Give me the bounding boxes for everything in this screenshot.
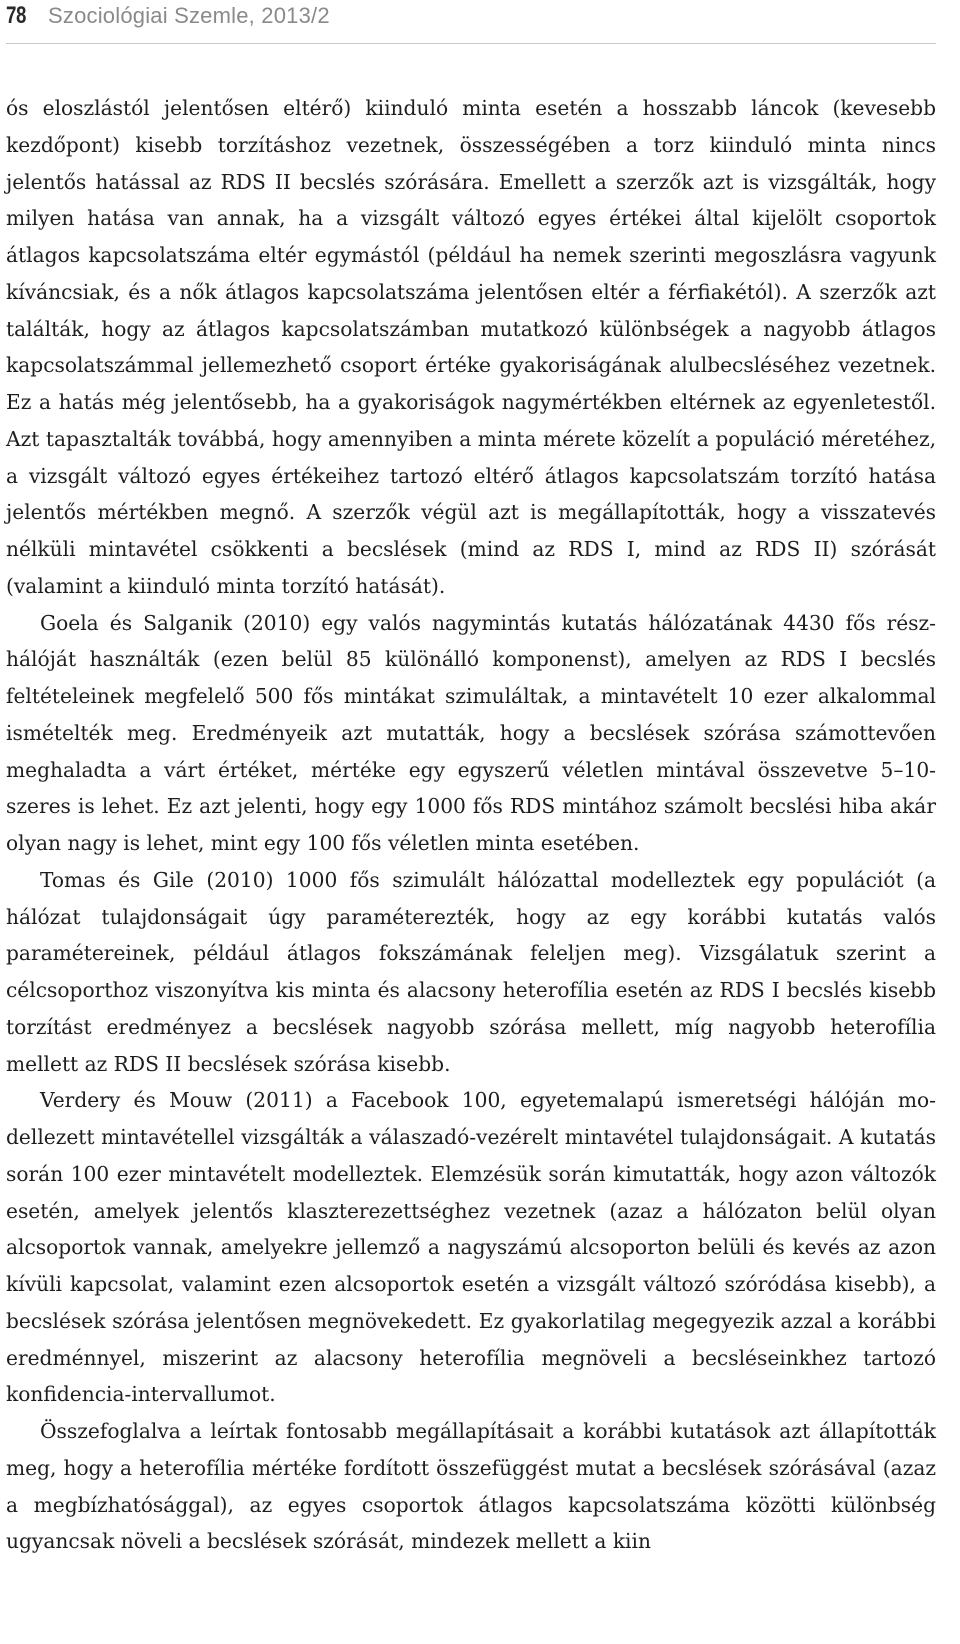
paragraph-continued: ós eloszlástól jelentősen eltérő) kiinduló minta esetén a hosszabb láncok (kevesebb kezdőpont) kisebb torzításhoz vezetnek, összességében a torz kiinduló minta nincs jelentős hatással az RDS II becslés szórására. Emellett a szerzők azt is vizsgálták, hogy milyen hatása van annak, ha a vizsgált változó egyes értékei által kijelölt csoportok átlagos kapcsolatszáma eltér egymástól (például ha nemek szerinti megoszlásra vagyunk kíváncsiak, és a nők átlagos kapcsolatszáma jelentősen eltér a férfiakétól). A szerzők azt találták, hogy az átlagos kapcsolatszámban mutatkozó különbségek a nagyobb átlagos kapcsolatszámmal jellemezhető csoport értéke gyakoriságának alulbecsléséhez vezetnek. Ez a hatás még jelentősebb, ha a gyakoriságok nagymértékben eltérnek az egyenletestől. Azt tapasztalták továbbá, hogy amennyiben a minta mérete közelít a populáció méretéhez, a vizsgált változó egyes értékeihez tartozó eltérő átlagos kapcsolatszám torzító hatása jelentős mértékben megnő. A szerzők végül azt is megállapították, hogy a visszatevés nélküli mintavétel csökkenti a becslések (mind az RDS I, mind az RDS II) szórását (valamint a kiinduló minta torzító hatását). <box>6 96 936 598</box>
body-text <box>6 90 936 1560</box>
paragraph-tomas-gile: Tomas és Gile (2010) 1000 fős szimulált hálózattal modelleztek egy populációt (a hálózat tulajdonságait úgy paraméterezték, hogy az egy korábbi kutatás valós paramétereinek, például átlagos fokszámának feleljen meg). Vizsgálatuk szerint a célcsoporthoz viszonyítva kis minta és alacsony heterofília esetén az RDS I becslés kisebb torzítást eredményez a becslések nagyobb szórása mellett, míg nagyobb heterofília mellett az RDS II becslések szórása kisebb. <box>6 867 936 1076</box>
paragraph-goela-salganik: Goela és Salganik (2010) egy valós nagymintás kutatás hálózatának 4430 fős részhálóját használták (ezen belül 85 különálló komponenst), amelyen az RDS I becslés feltételeinek megfelelő 500 fős mintákat szimuláltak, a mintavételt 10 ezer alkalommal ismételték meg. Eredményeik azt mutatták, hogy a becslések szórása számottevően meghaladta a várt értéket, mértéke egy egyszerű véletlen mintával összevetve 5–10-szeres is lehet. Ez azt jelenti, hogy egy 1000 fős RDS mintához számolt becslési hiba akár olyan nagy is lehet, mint egy 100 fős véletlen minta esetében. <box>6 610 936 855</box>
journal-title: Szociológiai Szemle, 2013/2 <box>48 3 330 28</box>
page-number: 78 <box>6 2 27 29</box>
running-header <box>6 0 936 44</box>
paragraph-verdery-mouw: Verdery és Mouw (2011) a Facebook 100, egyetemalapú ismeretségi hálóján modellezett mintavétellel vizsgálták a válaszadó-vezérelt mintavétel tulajdonságait. A kutatás során 100 ezer mintavételt modelleztek. Elemzésük során kimutatták, hogy azon változók esetén, amelyek jelentős klaszterezettséghez vezetnek (azaz a hálózaton belül olyan alcsoportok vannak, amelyekre jellemző a nagyszámú alcsoporton belüli és kevés az azon kívüli kapcsolat, valamint ezen alcsoportok esetén a vizsgált változó szóródása kisebb), a becslések szórása jelentősen megnövekedett. Ez gyakorlatilag megegyezik azzal a korábbi eredménnyel, miszerint az alacsony heterofília megnöveli a becsléseinkhez tartozó konfidencia-intervallumot. <box>6 1088 936 1407</box>
paragraph-summary: Összefoglalva a leírtak fontosabb megállapításait a korábbi kutatások azt állapították meg, hogy a heterofília mértéke fordított összefüggést mutat a becslések szórásával (azaz a megbízhatósággal), az egyes csoportok átlagos kapcsolatszáma közötti különbség ugyancsak növeli a becslések szórását, mindezek mellett a kiin <box>6 1419 936 1554</box>
